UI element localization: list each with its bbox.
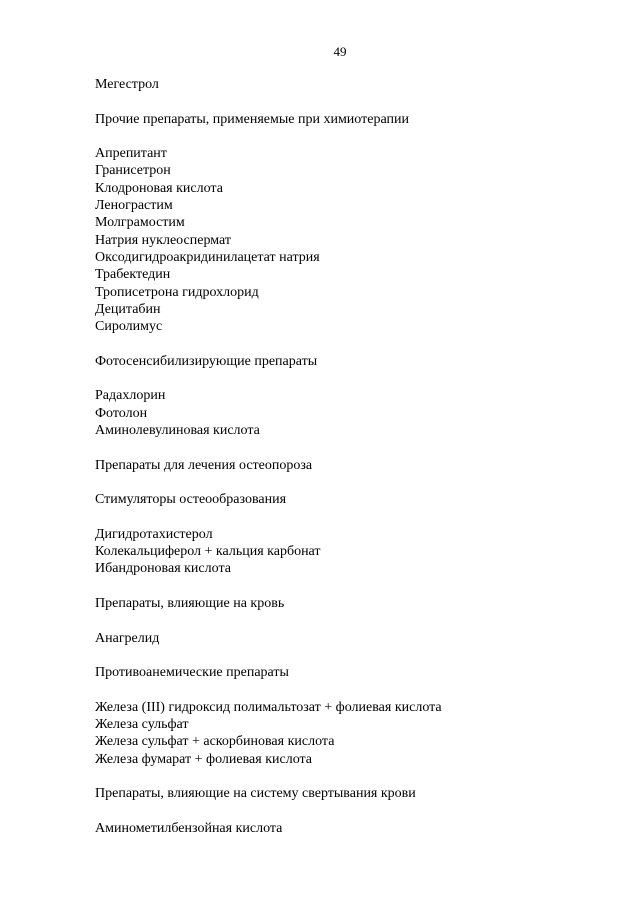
section-heading: Стимуляторы остеообразования <box>95 492 287 508</box>
section-heading: Прочие препараты, применяемые при химиотерапии <box>95 111 409 127</box>
text-line: Мегестрол <box>95 77 159 92</box>
text-line: Ленограстим <box>95 198 173 214</box>
blank-line <box>95 128 615 145</box>
text-line: Трабектедин <box>95 267 171 283</box>
text-line: Железа фумарат + фолиевая кислота <box>95 751 313 767</box>
text-line: Апрепитант <box>95 146 167 162</box>
document-body <box>95 76 615 837</box>
blank-line <box>95 802 615 819</box>
text-line: Сиролимус <box>95 319 163 335</box>
text-line: Железа (III) гидроксид полимальтозат + фолиевая кислота <box>95 699 442 715</box>
text-line: Оксодигидроакридинилацетат натрия <box>95 249 320 265</box>
text-line: Децитабин <box>95 301 161 317</box>
text-line: Ибандроновая кислота <box>95 561 231 577</box>
text-line: Натрия нуклеоспермат <box>95 232 231 248</box>
text-line: Дигидротахистерол <box>95 526 213 542</box>
text-line: Гранисетрон <box>95 163 171 179</box>
text-line: Анагрелид <box>95 630 160 646</box>
text-line: Аминолевулиновая кислота <box>95 422 260 438</box>
blank-line <box>95 578 615 595</box>
text-line: Молграмостим <box>95 215 185 231</box>
text-line: Железа сульфат + аскорбиновая кислота <box>95 734 335 750</box>
blank-line <box>95 439 615 456</box>
text-line: Клодроновая кислота <box>95 180 223 196</box>
blank-line <box>95 612 615 629</box>
blank-line <box>95 370 615 387</box>
blank-line <box>95 768 615 785</box>
text-line: Фотолон <box>95 405 148 421</box>
section-heading: Противоанемические препараты <box>95 665 289 681</box>
text-line: Колекальциферол + кальция карбонат <box>95 544 321 560</box>
section-heading: Препараты, влияющие на кровь <box>95 595 285 611</box>
section-heading: Препараты, влияющие на систему свертывания крови <box>95 786 416 802</box>
blank-line <box>95 474 615 491</box>
text-line: Трописетрона гидрохлорид <box>95 284 259 300</box>
section-heading: Препараты для лечения остеопороза <box>95 457 313 473</box>
blank-line <box>95 93 615 110</box>
text-line: Радахлорин <box>95 388 166 404</box>
text-line: Железа сульфат <box>95 716 189 732</box>
blank-line <box>95 681 615 698</box>
text-line: Аминометилбензойная кислота <box>95 820 283 836</box>
page-number: 49 <box>333 44 347 59</box>
blank-line <box>95 647 615 664</box>
blank-line <box>95 335 615 352</box>
section-heading: Фотосенсибилизирующие препараты <box>95 353 318 369</box>
blank-line <box>95 508 615 525</box>
